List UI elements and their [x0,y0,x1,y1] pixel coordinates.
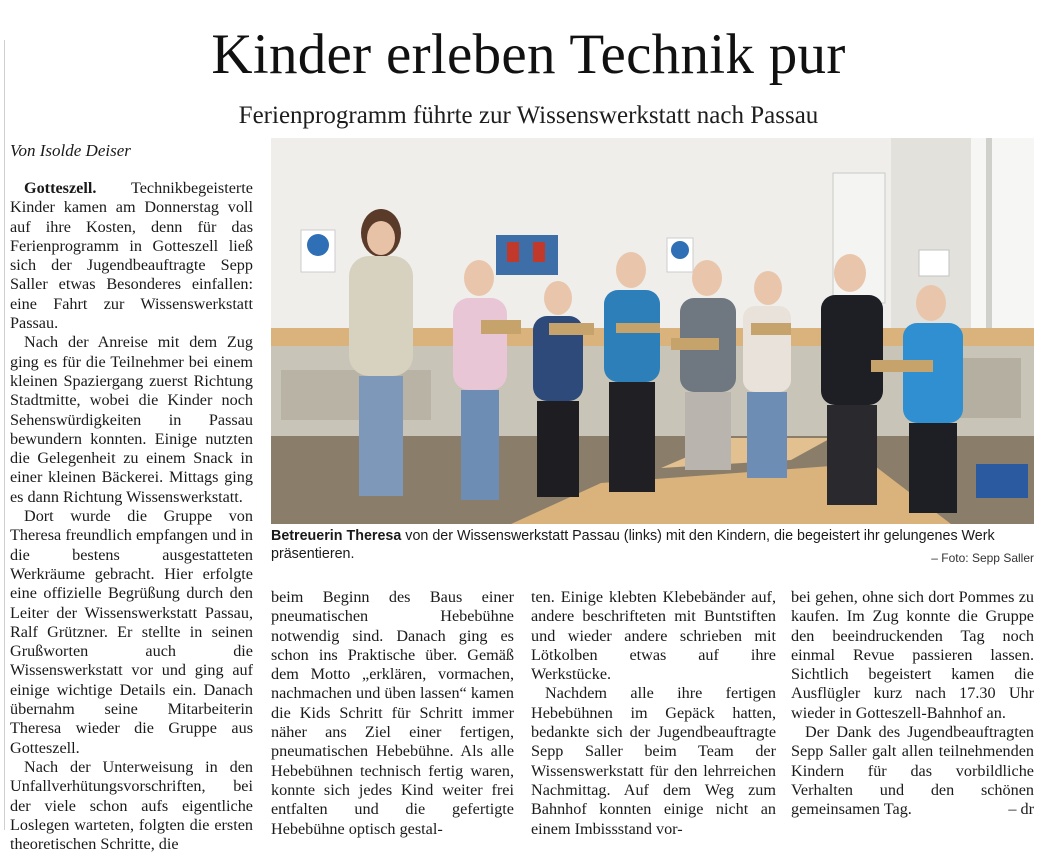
text-column-2 [271,588,514,839]
paragraph: bei gehen, ohne sich dort Pommes zu kaufen. Im Zug konnte die Gruppe den beeindruckenden Tag noch einmal Revue passieren lassen. Sichtlich begeistert kamen die Ausflügler kurz nach 17.30 Uhr wieder in Gotteszell-Bahnhof an. [791,588,1034,722]
dateline: Gotteszell. [24,179,97,197]
paragraph: Dort wurde die Gruppe von Theresa freundlich empfangen und in die bestens ausgestatteten Werkräume gebracht. Hier erfolgte eine offizielle Begrüßung durch den Leiter der Wissenswerkstatt Passau, Ralf Grützner. Er stellte in seinen Grußworten auch die Wissenswerkstatt vor und ging auf einige wichtige Details ein. Danach übernahm seine Mitarbeiterin Theresa wieder die Gruppe aus Gotteszell. [10,507,253,757]
lead-paragraph [10,179,253,333]
text-column-1 [10,179,253,854]
caption-text: von der Wissenswerkstatt Passau (links) mit den Kindern, die begeistert ihr gelungenes Werk präsentieren. [271,528,995,562]
author-signature: – dr [1008,800,1034,819]
photo-credit: – Foto: Sepp Saller [931,551,1034,565]
paragraph: Nach der Anreise mit dem Zug ging es für die Teilnehmer bei einem kleinen Spaziergang zuerst Richtung Stadtmitte, wobei die Kinder noch Sehenswürdigkeiten in Passau bewundern konnten. Einige nutzten die Gelegenheit zu einem Snack in einer kleinen Bäckerei. Mittags ging es dann Richtung Wissenswerkstatt. [10,333,253,506]
paragraph: Nach der Unterweisung in den Unfallverhütungsvorschriften, bei der viele schon aufs eigentliche Loslegen warteten, folgten die ersten theoretischen Schritte, die [10,757,253,854]
subheadline: Ferienprogramm führte zur Wissenswerkstatt nach Passau [238,102,819,129]
caption-bold: Betreuerin Theresa [271,528,402,544]
paragraph-text: Technikbegeisterte Kinder kamen am Donnerstag voll auf ihre Kosten, denn für das Ferienprogramm in Gotteszell ließ sich der Jugendbeauftragte Sepp Saller etwas Besonderes einfallen: eine Fahrt zur Wissenswerkstatt Passau. [10,179,253,333]
paragraph: beim Beginn des Baus einer pneumatischen Hebebühne notwendig sind. Danach ging es schon ins Praktische über. Gemäß dem Motto „erklären, vormachen, nachmachen und üben lassen“ kamen die Kids Schritt für Schritt immer näher ans Ziel einer fertigen, pneumatischen Hebebühne. Als alle Hebebühnen technisch fertig waren, konnte sich jedes Kind weiter frei entfalten und die gefertigte Hebebühne optisch gestal- [271,588,514,838]
text-column-3 [531,588,776,839]
text-column-4 [791,588,1034,820]
paragraph [791,723,1034,819]
paragraph: ten. Einige klebten Klebebänder auf, andere beschrifteten mit Buntstiften und wieder andere schrieben mit Lötkolben etwas auf ihre Werkstücke. [531,588,776,684]
column-rule [4,40,5,830]
workshop-photo-illustration [271,138,1034,524]
headline: Kinder erleben Technik pur [211,23,846,86]
paragraph: Nachdem alle ihre fertigen Hebebühnen im Gepäck hatten, bedankte sich der Jugendbeauftragte Sepp Saller beim Team der Wissenswerkstatt für den lehrreichen Nachmittag. Auf dem Weg zum Bahnhof konnten einige nicht an einem Imbissstand vor- [531,684,776,838]
byline: Von Isolde Deiser [10,141,131,160]
paragraph-text: Der Dank des Jugendbeauftragten Sepp Saller galt allen teilnehmenden Kindern für das vorbildliche Verhalten und den schönen gemeinsamen Tag. [791,723,1034,819]
photo-caption [271,527,1034,563]
article-photo [271,138,1034,524]
